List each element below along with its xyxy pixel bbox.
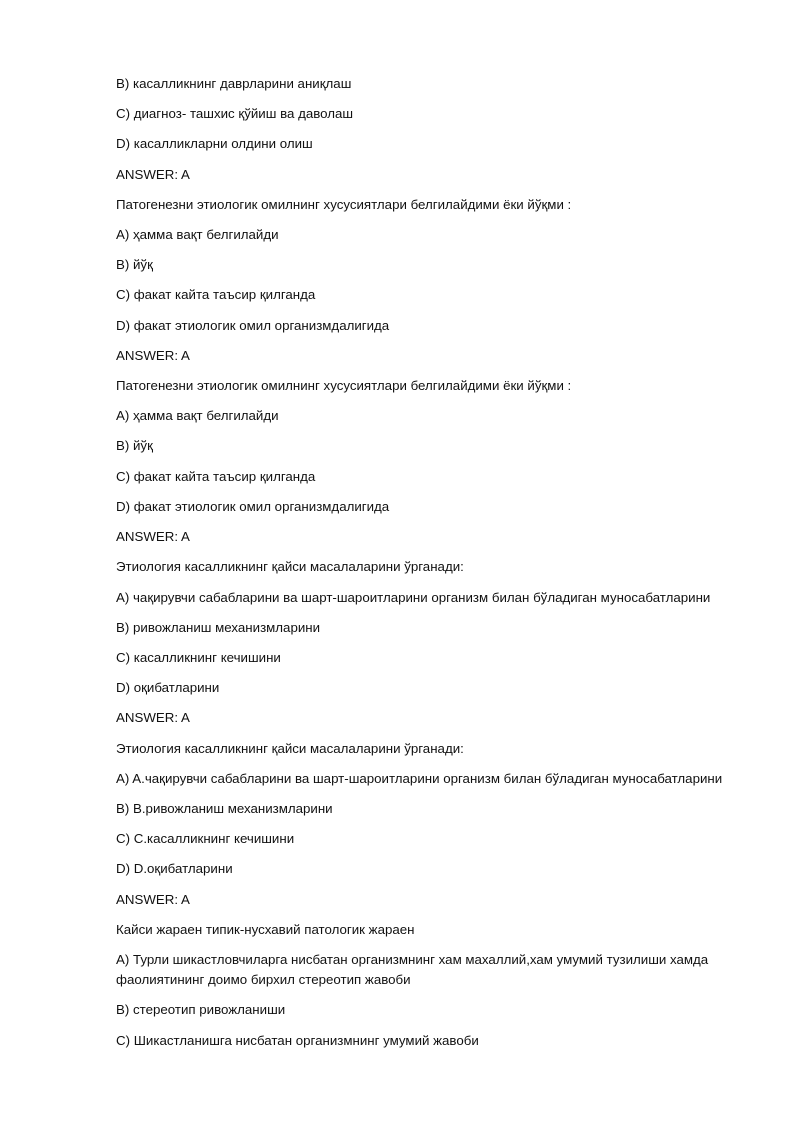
option-c: C) касалликнинг кечишини <box>116 650 281 665</box>
option-b: B) стереотип ривожланиши <box>116 1002 286 1017</box>
answer-line: ANSWER: A <box>116 348 190 363</box>
option-a: A) чақирувчи сабабларини ва шарт-шароитларини организм билан бўладиган муносабатларини <box>116 590 711 605</box>
option-d: D) факат этиологик омил организмдалигида <box>116 499 390 514</box>
question-text: Патогенезни этиологик омилнинг хусусиятлари белгилайдими ёки йўқми : <box>116 378 572 393</box>
question-text: Этиология касалликнинг қайси масалаларини ўрганади: <box>116 559 464 574</box>
option-b: B) йўқ <box>116 438 153 453</box>
option-a: A) A.чақирувчи сабабларини ва шарт-шароитларини организм билан бўладиган муносабатларини <box>116 771 723 786</box>
option-a: A) Турли шикастловчиларга нисбатан организмнинг хам махаллий,хам умумий тузилиши хамда фаолиятининг доимо бирхил стереотип жавоби <box>116 952 709 987</box>
question-text: Этиология касалликнинг қайси масалаларини ўрганади: <box>116 741 464 756</box>
option-a: A) ҳамма вақт белгилайди <box>116 408 279 423</box>
question-text: Патогенезни этиологик омилнинг хусусиятлари белгилайдими ёки йўқми : <box>116 197 572 212</box>
option-d: D) факат этиологик омил организмдалигида <box>116 318 390 333</box>
answer-line: ANSWER: A <box>116 529 190 544</box>
option-c: C) факат кайта таъсир қилганда <box>116 287 316 302</box>
option-c: C) C.касалликнинг кечишини <box>116 831 295 846</box>
option-c: C) Шикастланишга нисбатан организмнинг умумий жавоби <box>116 1033 479 1048</box>
option-b: B) ривожланиш механизмларини <box>116 620 321 635</box>
option-b: B) B.ривожланиш механизмларини <box>116 801 333 816</box>
option-d: D) оқибатларини <box>116 680 220 695</box>
option-b: B) йўқ <box>116 257 153 272</box>
question-text: Кайси жараен типик-нусхавий патологик жараен <box>116 922 415 937</box>
answer-line: ANSWER: A <box>116 892 190 907</box>
option-d: D) касалликларни олдини олиш <box>116 136 313 151</box>
option-c: C) факат кайта таъсир қилганда <box>116 469 316 484</box>
answer-line: ANSWER: A <box>116 167 190 182</box>
option-a: A) ҳамма вақт белгилайди <box>116 227 279 242</box>
option-c: C) диагноз- ташхис қўйиш ва даволаш <box>116 106 354 121</box>
option-b: B) касалликнинг даврларини аниқлаш <box>116 76 352 91</box>
option-d: D) D.оқибатларини <box>116 861 233 876</box>
answer-line: ANSWER: A <box>116 710 190 725</box>
